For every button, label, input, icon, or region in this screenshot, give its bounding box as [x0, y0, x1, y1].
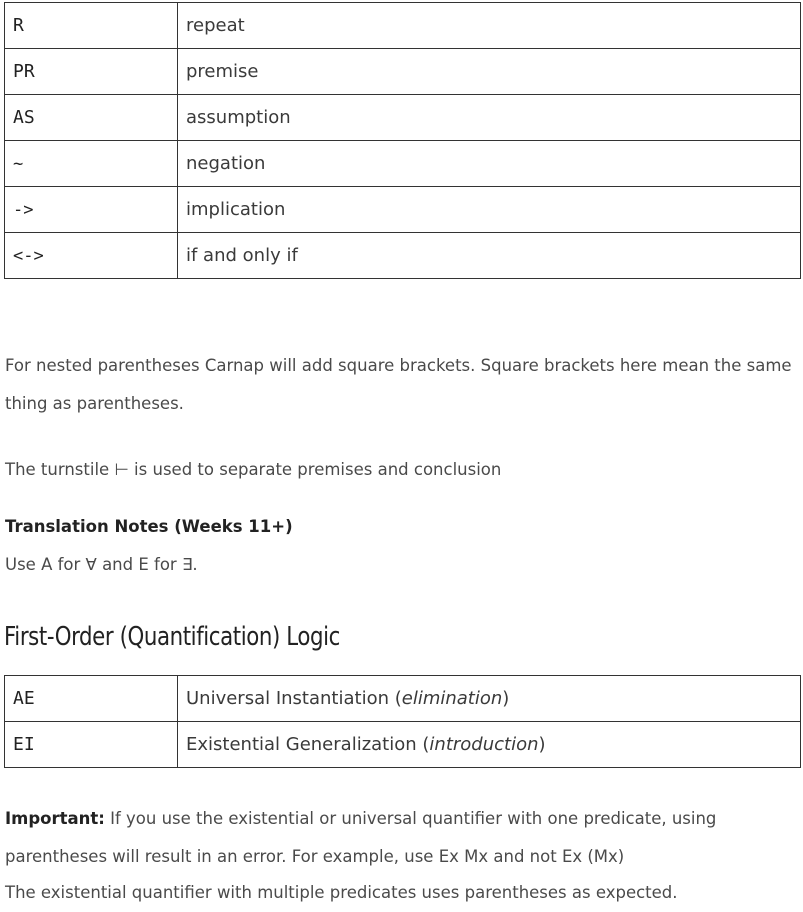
table-row — [5, 141, 801, 187]
rule-symbol: <-> — [5, 233, 178, 279]
important-label: Important: — [5, 809, 105, 828]
rule-meaning: implication — [178, 187, 801, 233]
table-row — [5, 676, 801, 722]
important-note-2: The existential quantifier with multiple predicates uses parentheses as expected. — [5, 883, 678, 902]
table-row — [5, 233, 801, 279]
important-note — [5, 800, 795, 876]
rule-meaning — [178, 722, 801, 768]
rule-symbol: EI — [5, 722, 178, 768]
turnstile-note: The turnstile ⊢ is used to separate premises and conclusion — [5, 460, 502, 479]
rule-symbol: -> — [5, 187, 178, 233]
rule-meaning: repeat — [178, 3, 801, 49]
rule-meaning-suffix: ) — [502, 688, 510, 709]
rule-meaning-prefix: Existential Generalization ( — [186, 734, 430, 755]
table-row — [5, 95, 801, 141]
rule-symbol: ~ — [5, 141, 178, 187]
rule-meaning-suffix: ) — [538, 734, 546, 755]
important-text: If you use the existential or universal quantifier with one predicate, using parentheses will result in an error. For example, use Ex Mx and not Ex (Mx) — [5, 809, 717, 866]
translation-notes-title: Translation Notes (Weeks 11+) — [5, 517, 293, 536]
table-row — [5, 49, 801, 95]
rule-meaning-emphasis: elimination — [401, 688, 503, 709]
rule-symbol: AS — [5, 95, 178, 141]
rule-meaning: if and only if — [178, 233, 801, 279]
rule-meaning: negation — [178, 141, 801, 187]
brackets-note: For nested parentheses Carnap will add square brackets. Square brackets here mean the same thing as parentheses. — [5, 356, 792, 413]
rule-symbol: PR — [5, 49, 178, 95]
rule-meaning-emphasis: introduction — [429, 734, 539, 755]
translation-notes-text: Use A for ∀ and E for ∃. — [5, 555, 198, 574]
rule-symbol: AE — [5, 676, 178, 722]
rule-meaning-prefix: Universal Instantiation ( — [186, 688, 402, 709]
rules-table — [4, 2, 801, 279]
section-heading: First-Order (Quantification) Logic — [4, 622, 340, 652]
rule-symbol: R — [5, 3, 178, 49]
rule-meaning: premise — [178, 49, 801, 95]
quantifier-rules-table — [4, 675, 801, 768]
rule-meaning — [178, 676, 801, 722]
table-row — [5, 3, 801, 49]
table-row — [5, 722, 801, 768]
table-row — [5, 187, 801, 233]
rule-meaning: assumption — [178, 95, 801, 141]
